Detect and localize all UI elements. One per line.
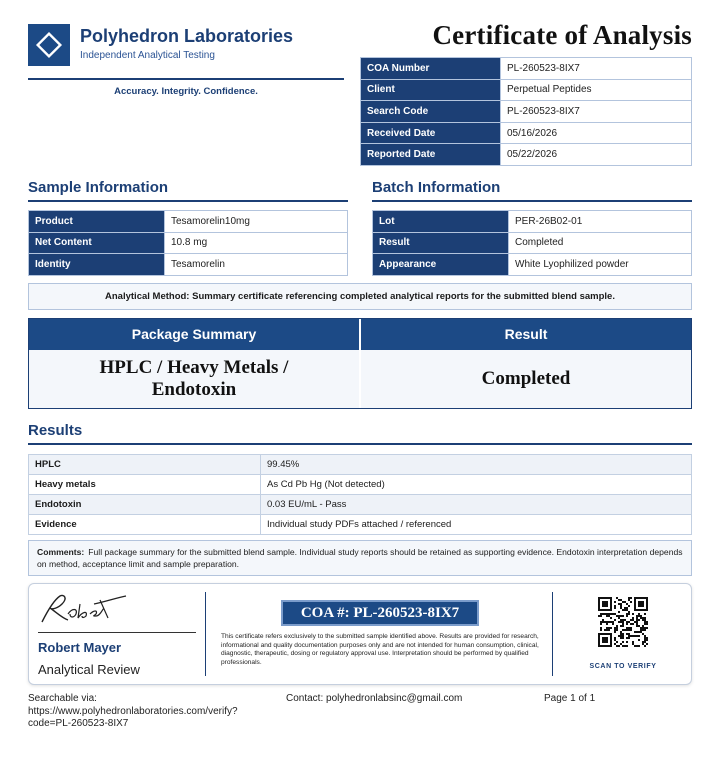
page-number: Page 1 of 1 (544, 693, 596, 704)
batch-value: Completed (509, 232, 692, 254)
package-summary-line: HPLC / Heavy Metals / (99, 357, 289, 378)
coa-info-label: Received Date (361, 122, 501, 144)
batch-label: Appearance (373, 254, 509, 276)
diamond-square-icon (34, 30, 64, 60)
result-value: 0.03 EU/mL - Pass (261, 495, 692, 515)
lab-name: Polyhedron Laboratories (80, 26, 294, 46)
coa-info-label: COA Number (361, 58, 501, 80)
comments-box (28, 540, 692, 576)
comments-label: Comments: (37, 547, 85, 557)
package-summary-cell (29, 350, 359, 408)
table-row (361, 144, 692, 166)
table-row (29, 475, 692, 495)
batch-value: White Lyophilized powder (509, 254, 692, 276)
verify-code[interactable]: code=PL-260523-8IX7 (28, 718, 129, 729)
handwritten-signature-icon (38, 590, 130, 630)
analytical-method: Analytical Method: Summary certificate referencing completed analytical reports for the submitted blend sample. (28, 283, 692, 310)
sample-label: Product (29, 211, 165, 233)
table-row (29, 232, 348, 254)
coa-info-value: PL-260523-8IX7 (501, 58, 692, 80)
sample-value: 10.8 mg (165, 232, 348, 254)
sample-label: Net Content (29, 232, 165, 254)
sample-info-table (28, 210, 348, 276)
header-divider (28, 78, 344, 80)
table-row (29, 515, 692, 535)
signature-line (38, 632, 196, 633)
table-row (29, 455, 692, 475)
comments-text: Full package summary for the submitted blend sample. Individual study reports should be retained as supporting evidence. Endotoxin interpretation depends on method, acceptance limit and sample preparation. (37, 547, 683, 569)
table-row (373, 232, 692, 254)
batch-info-heading: Batch Information (372, 179, 501, 196)
lab-subtitle: Independent Analytical Testing (80, 50, 215, 61)
coa-info-label: Client (361, 79, 501, 101)
batch-value: PER-26B02-01 (509, 211, 692, 233)
result-value: 99.45% (261, 455, 692, 475)
signatory-role: Analytical Review (38, 662, 140, 677)
verify-link[interactable]: https://www.polyhedronlaboratories.com/verify? (28, 705, 238, 717)
result-value: Individual study PDFs attached / referenced (261, 515, 692, 535)
result-label: HPLC (29, 455, 261, 475)
result-label: Endotoxin (29, 495, 261, 515)
table-row (361, 79, 692, 101)
contact-email[interactable]: Contact: polyhedronlabsinc@gmail.com (286, 693, 463, 704)
table-row (373, 254, 692, 276)
qr-code-icon[interactable] (598, 597, 648, 647)
lab-tagline: Accuracy. Integrity. Confidence. (114, 86, 258, 97)
package-summary-line: Endotoxin (151, 379, 237, 400)
table-row (361, 58, 692, 80)
coa-info-table (360, 57, 692, 166)
batch-info-table (372, 210, 692, 276)
sample-info-heading: Sample Information (28, 179, 169, 196)
batch-label: Lot (373, 211, 509, 233)
coa-info-value: 05/22/2026 (501, 144, 692, 166)
searchable-label: Searchable via: (28, 693, 97, 704)
table-row (361, 122, 692, 144)
package-summary-header: Package Summary (29, 319, 359, 350)
disclaimer-text: This certificate refers exclusively to the submitted sample identified above. Results are provided for research, informational and quality documentation purposes only and are not intended for human consumption, clinical, diagnostic, therapeutic, dosing or regulatory approval use. Interpretation should be performed by qualified professionals. (221, 633, 539, 666)
column-divider (359, 319, 361, 408)
coa-info-label: Search Code (361, 101, 501, 123)
batch-label: Result (373, 232, 509, 254)
coa-info-value: 05/16/2026 (501, 122, 692, 144)
section-divider (28, 200, 348, 202)
package-result-header: Result (361, 319, 691, 350)
result-label: Heavy metals (29, 475, 261, 495)
table-row (373, 211, 692, 233)
table-row (361, 101, 692, 123)
package-summary-table (28, 318, 692, 409)
sample-value: Tesamorelin (165, 254, 348, 276)
package-result-cell: Completed (361, 350, 691, 408)
table-row (29, 211, 348, 233)
table-row (29, 254, 348, 276)
results-table (28, 454, 692, 535)
coa-info-label: Reported Date (361, 144, 501, 166)
lab-logo (28, 24, 70, 66)
scan-to-verify-label: SCAN TO VERIFY (589, 663, 657, 670)
coa-info-value: Perpetual Peptides (501, 79, 692, 101)
table-row (29, 495, 692, 515)
results-heading: Results (28, 422, 83, 439)
section-divider (372, 200, 692, 202)
result-label: Evidence (29, 515, 261, 535)
coa-number-badge: COA #: PL-260523-8IX7 (281, 600, 479, 626)
sample-value: Tesamorelin10mg (165, 211, 348, 233)
section-divider (28, 443, 692, 445)
card-divider (205, 592, 206, 676)
searchable-via (28, 693, 238, 731)
coa-info-value: PL-260523-8IX7 (501, 101, 692, 123)
signatory-name: Robert Mayer (38, 640, 122, 655)
result-value: As Cd Pb Hg (Not detected) (261, 475, 692, 495)
document-title: Certificate of Analysis (432, 20, 692, 50)
card-divider (552, 592, 553, 676)
sample-label: Identity (29, 254, 165, 276)
